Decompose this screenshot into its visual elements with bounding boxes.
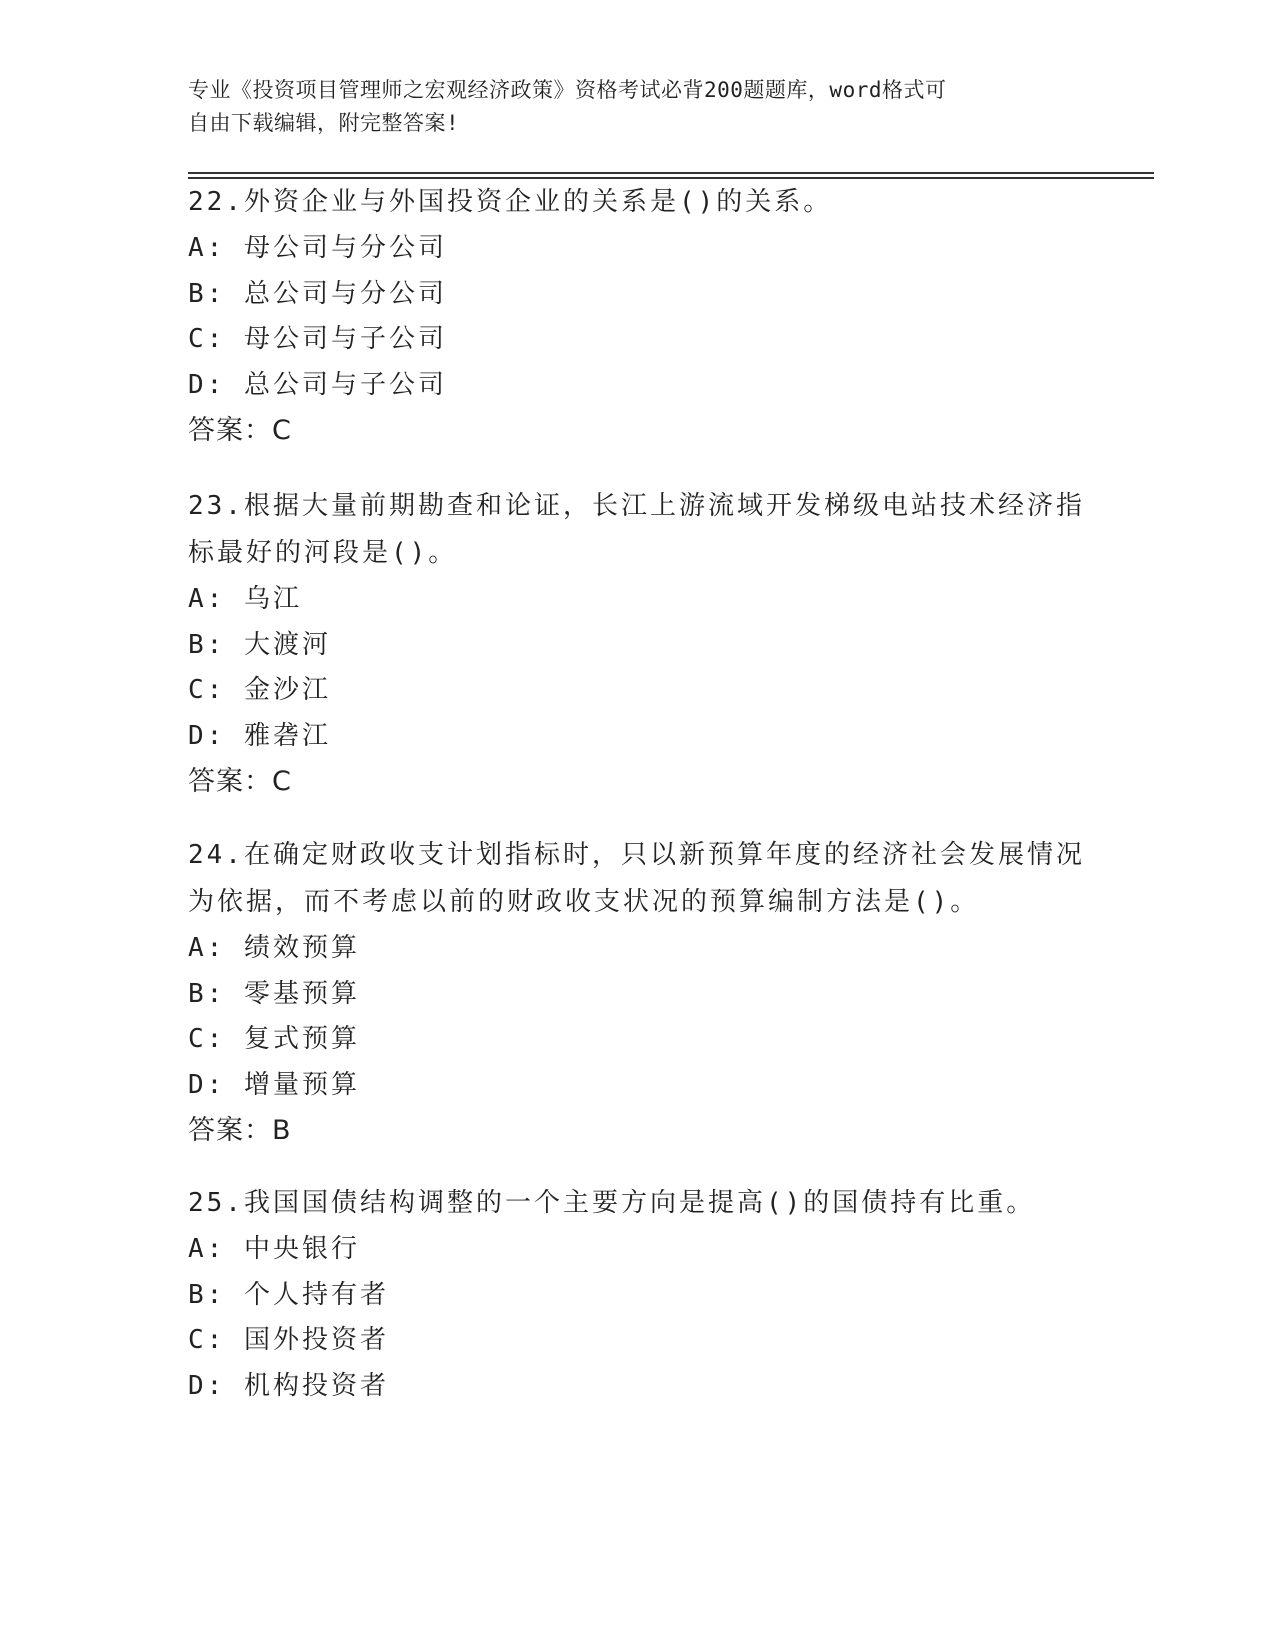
- question-24: [188, 832, 1088, 1154]
- option-a: A: 绩效预算: [188, 933, 360, 963]
- question-stem-line-1: 23.根据大量前期勘查和论证，长江上游流域开发梯级电站技术经济指: [188, 491, 1085, 521]
- question-22: [188, 179, 1088, 454]
- question-stem-line-1: 24.在确定财政收支计划指标时，只以新预算年度的经济社会发展情况: [188, 840, 1085, 870]
- option-d: D: 雅砻江: [188, 720, 331, 751]
- option-d: D: 机构投资者: [188, 1370, 389, 1401]
- answer-label: 答案：: [188, 766, 272, 797]
- option-c: C: 母公司与子公司: [188, 324, 447, 354]
- answer-value: B: [272, 1115, 292, 1146]
- answer-line: [188, 759, 1088, 805]
- option-c: C: 国外投资者: [188, 1325, 389, 1355]
- answer-value: C: [272, 415, 292, 446]
- option-b: B: 总公司与分公司: [188, 278, 447, 309]
- option-a: A: 母公司与分公司: [188, 233, 447, 263]
- question-23: [188, 483, 1088, 805]
- option-b: B: 个人持有者: [188, 1279, 389, 1310]
- header-line-1: 专业《投资项目管理师之宏观经济政策》资格考试必背200题题库，word格式可: [188, 78, 947, 102]
- answer-label: 答案：: [188, 1115, 272, 1146]
- document-header: [188, 74, 1068, 140]
- option-b: B: 大渡河: [188, 629, 331, 660]
- question-stem-line-2: 标最好的河段是()。: [188, 538, 458, 568]
- answer-label: 答案：: [188, 415, 272, 446]
- header-line-2: 自由下载编辑，附完整答案!: [188, 111, 460, 135]
- question-25: [188, 1180, 1088, 1409]
- option-a: A: 乌江: [188, 584, 302, 614]
- answer-line: [188, 1108, 1088, 1154]
- option-c: C: 金沙江: [188, 675, 331, 705]
- header-divider-top: [188, 172, 1154, 174]
- option-c: C: 复式预算: [188, 1024, 360, 1054]
- question-stem-line-2: 为依据，而不考虑以前的财政收支状况的预算编制方法是()。: [188, 887, 980, 917]
- option-b: B: 零基预算: [188, 978, 360, 1009]
- option-a: A: 中央银行: [188, 1234, 360, 1264]
- question-stem: 25.我国国债结构调整的一个主要方向是提高()的国债持有比重。: [188, 1188, 1036, 1218]
- option-d: D: 总公司与子公司: [188, 369, 447, 400]
- answer-value: C: [272, 766, 292, 797]
- question-stem: 22.外资企业与外国投资企业的关系是()的关系。: [188, 187, 833, 217]
- option-d: D: 增量预算: [188, 1069, 360, 1100]
- answer-line: [188, 408, 1088, 454]
